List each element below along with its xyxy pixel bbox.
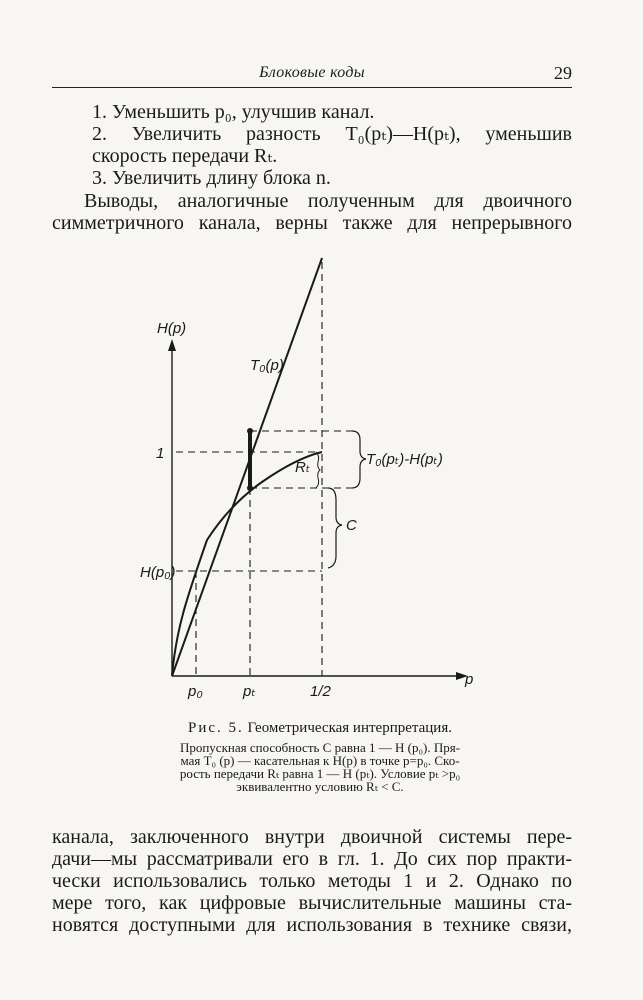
list-item-3: 3. Увеличить длину блока n. xyxy=(92,167,331,189)
figure-caption xyxy=(120,722,520,793)
caption-line-2: мая T₀ (p) — касательная к H(p) в точке p=p₀. Ско- xyxy=(180,753,460,768)
x-tick-pt: pₜ xyxy=(243,683,256,700)
capacity-brace xyxy=(328,488,342,568)
caption-prefix: Рис. 5. xyxy=(187,720,244,736)
capacity-label: C xyxy=(346,517,357,534)
entropy-curve xyxy=(172,452,322,676)
paragraph-2-line-1: канала, заключенного внутри двоичной системы пере- xyxy=(52,826,572,848)
rt-bracket xyxy=(316,452,320,488)
page-number: 29 xyxy=(554,63,572,83)
paragraph-2-line-2: дачи—мы рассматривали его в гл. 1. До сих пор практи- xyxy=(52,848,572,870)
difference-label: T₀(pₜ)-H(pₜ) xyxy=(366,451,443,468)
x-axis-label: p xyxy=(465,671,474,688)
tangent-point xyxy=(248,429,253,434)
paragraph-2-line-4: мере того, как цифровые вычислительные машины ста- xyxy=(52,892,572,914)
caption-line-1: Пропускная способность C равна 1 — H (p₀). Пря- xyxy=(179,740,461,755)
list-item-2-line-2: скорость передачи Rₜ. xyxy=(92,145,278,167)
rt-label: Rₜ xyxy=(295,459,311,476)
paragraph-2-line-5: новятся доступными для использования в технике связи, xyxy=(52,914,572,936)
paragraph-2-line-3: чески использовались только методы 1 и 2. Однако по xyxy=(52,870,572,892)
y-tick-one: 1 xyxy=(156,445,165,462)
caption-title: Геометрическая интерпретация. xyxy=(247,720,452,736)
y-axis-arrow xyxy=(168,339,176,351)
caption-line-4: эквивалентно условию Rₜ < C. xyxy=(236,779,404,794)
caption-title-line xyxy=(120,722,520,735)
tangent-label: T₀(p) xyxy=(250,357,284,374)
list-item-1: 1. Уменьшить p₀, улучшив канал. xyxy=(92,101,375,123)
paragraph-1-line-1: Выводы, аналогичные полученным для двоичного xyxy=(84,190,572,212)
list-item-2-line-1: 2. Увеличить разность T₀(pₜ)—H(pₜ), уменьшив xyxy=(92,123,572,145)
difference-brace xyxy=(352,431,366,488)
running-title: Блоковые коды xyxy=(259,64,365,81)
y-axis-label: H(p) xyxy=(157,320,187,337)
x-tick-half: 1/2 xyxy=(310,683,331,700)
paragraph-2 xyxy=(52,826,572,936)
x-tick-p0: p₀ xyxy=(188,683,203,700)
paragraph-1-line-2: симметричного канала, верны также для непрерывного xyxy=(52,212,572,234)
curve-point xyxy=(248,486,253,491)
caption-line-3: рость передачи Rₜ равна 1 — H (pₜ). Условие pₜ >p₀ xyxy=(179,766,461,781)
y-tick-hp0: H(p₀) xyxy=(140,564,176,581)
